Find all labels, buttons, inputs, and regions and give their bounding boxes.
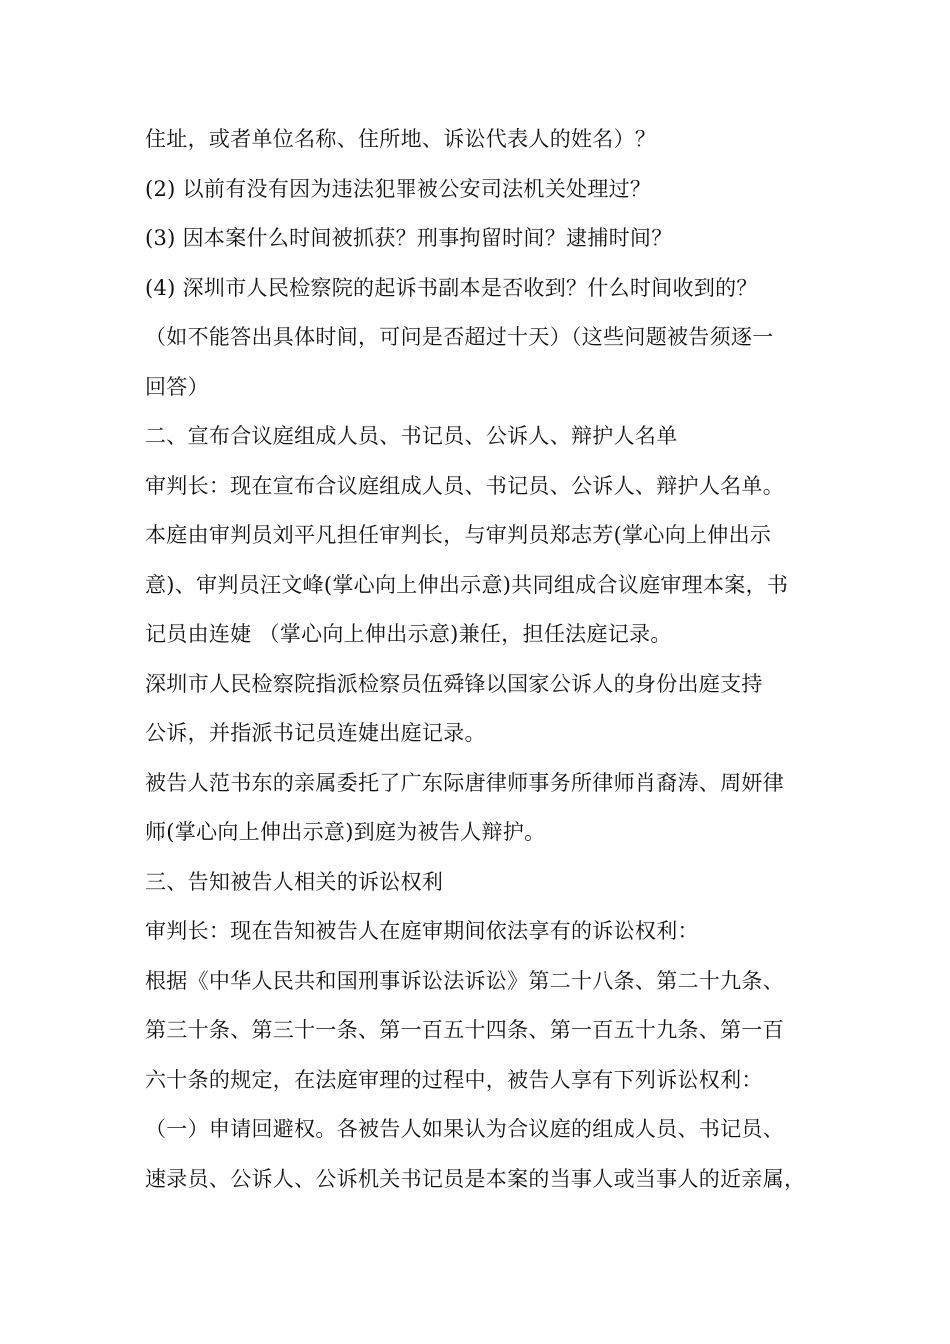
text-line: 六十条的规定，在法庭审理的过程中，被告人享有下列诉讼权利：: [145, 1067, 763, 1092]
text-line: 师(掌心向上伸出示意)到庭为被告人辩护。: [145, 820, 546, 844]
document-body: [145, 115, 810, 1204]
text-line: 回答）: [145, 374, 209, 399]
text-line: 住址，或者单位名称、住所地、诉讼代表人的姓名）？: [145, 127, 657, 151]
text-line: 记员由连婕 （掌心向上伸出示意)兼任，担任法庭记录。: [145, 622, 672, 646]
text-line: (2) 以前有没有因为违法犯罪被公安司法机关处理过？: [145, 176, 652, 201]
text-line: 意)、审判员汪文峰(掌心向上伸出示意)共同组成合议庭审理本案，书: [145, 572, 789, 597]
text-line: 审判长：现在告知被告人在庭审期间依法享有的诉讼权利：: [145, 919, 699, 943]
text-line: 公诉，并指派书记员连婕出庭记录。: [145, 721, 486, 745]
text-line: 被告人范书东的亲属委托了广东际唐律师事务所律师肖裔涛、周妍律: [145, 770, 784, 795]
section-heading: 二、宣布合议庭组成人员、书记员、公诉人、辩护人名单: [145, 424, 678, 448]
text-line: （一）申请回避权。各被告人如果认为合议庭的组成人员、书记员、: [145, 1117, 784, 1141]
text-line: 速录员、公诉人、公诉机关书记员是本案的当事人或当事人的近亲属，: [145, 1166, 806, 1191]
text-line: 审判长：现在宣布合议庭组成人员、书记员、公诉人、辩护人名单。: [145, 473, 784, 498]
text-line: 第三十条、第三十一条、第一百五十四条、第一百五十九条、第一百: [145, 1018, 784, 1042]
text-line: （如不能答出具体时间，可问是否超过十天）（这些问题被告须逐一: [145, 325, 774, 349]
text-line: (3) 因本案什么时间被抓获？刑事拘留时间？逮捕时间？: [145, 226, 673, 250]
text-line: 深圳市人民检察院指派检察员伍舜锋以国家公诉人的身份出庭支持: [145, 671, 763, 696]
text-line: 根据《中华人民共和国刑事诉讼法诉讼》第二十八条、第二十九条、: [145, 968, 784, 993]
text-line: 本庭由审判员刘平凡担任审判长，与审判员郑志芳(掌心向上伸出示: [145, 523, 772, 547]
section-heading: 三、告知被告人相关的诉讼权利: [145, 869, 444, 894]
text-line: (4) 深圳市人民检察院的起诉书副本是否收到？什么时间收到的？: [145, 275, 758, 300]
